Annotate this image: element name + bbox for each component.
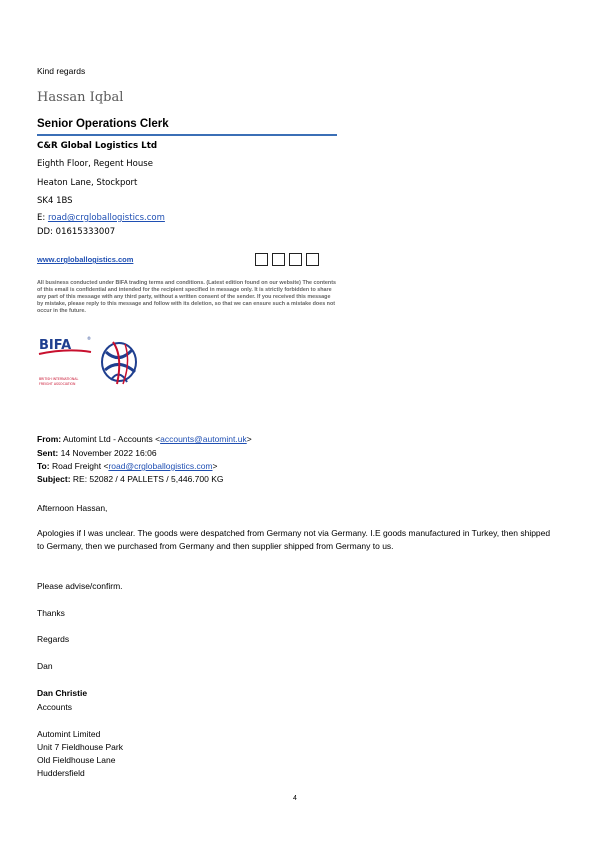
sender-role: Accounts: [37, 702, 72, 712]
social-icons: [255, 253, 319, 266]
to-close: >: [212, 461, 218, 471]
social-icon-placeholder[interactable]: [255, 253, 268, 266]
sender-address-line: Unit 7 Fieldhouse Park: [37, 742, 123, 752]
to-email-link[interactable]: road@crgloballogistics.com: [108, 461, 213, 471]
direct-dial-line: [37, 227, 115, 237]
address-line: SK4 1BS: [37, 196, 73, 206]
signature-name: Hassan Iqbal: [37, 90, 124, 105]
bifa-caption-line: BRITISH INTERNATIONAL: [39, 377, 79, 381]
sent-label: Sent:: [37, 448, 59, 458]
sender-short-name: Dan: [37, 661, 53, 671]
address-line: Eighth Floor, Regent House: [37, 159, 153, 169]
social-icon-placeholder[interactable]: [289, 253, 302, 266]
email-label: E:: [37, 213, 46, 223]
email-link[interactable]: road@crgloballogistics.com: [47, 213, 165, 223]
sender-company: Automint Limited: [37, 729, 101, 739]
address-line: Heaton Lane, Stockport: [37, 178, 138, 188]
to-name: Road Freight <: [51, 461, 109, 471]
header-subject: [37, 474, 223, 484]
from-close: >: [246, 434, 252, 444]
header-sent: [37, 448, 157, 458]
bifa-logo-graphic: [37, 334, 147, 390]
bifa-registered-mark: ®: [87, 336, 91, 341]
body-paragraph: Apologies if I was unclear. The goods were despatched from Germany not via Germany. I.E goods manufactured in Turkey, then shipped to Germany, then we purchased from Germany and then supplier shipped from Germany to us.: [37, 528, 551, 551]
dd-label: DD:: [37, 227, 53, 237]
greeting: Afternoon Hassan,: [37, 503, 108, 513]
regards-line: Regards: [37, 634, 70, 644]
sent-date: 14 November 2022 16:06: [60, 448, 157, 458]
subject-label: Subject:: [37, 474, 71, 484]
subject-text: RE: 52082 / 4 PALLETS / 5,446.700 KG: [72, 474, 224, 484]
company-name: C&R Global Logistics Ltd: [37, 141, 158, 151]
bifa-wordmark: BIFA: [39, 338, 72, 353]
from-email-link[interactable]: accounts@automint.uk: [160, 434, 247, 444]
header-to: [37, 461, 217, 471]
request-line: Please advise/confirm.: [37, 581, 123, 591]
sender-address-line: Old Fieldhouse Lane: [37, 755, 116, 765]
social-icon-placeholder[interactable]: [306, 253, 319, 266]
sender-address-line: Huddersfield: [37, 768, 85, 778]
sender-name: Dan Christie: [37, 688, 88, 698]
email-line: [37, 213, 165, 223]
disclaimer-text: All business conducted under BIFA trading terms and conditions. (Latest edition found on our website) The contents of this email is confidential and intended for the recipient specified in message only. It is strictly forbidden to share any part of this message with any third party, without a written consent of the sender. If you received this message by mistake, please reply to this message and follow with its deletion, so that we can ensure such a mistake does not occur in the future.: [37, 280, 336, 314]
signature-divider: [37, 134, 337, 136]
website-link[interactable]: www.crgloballogistics.com: [37, 255, 134, 264]
thanks-line: Thanks: [37, 608, 65, 618]
dd-number: 01615333007: [55, 227, 116, 237]
page-number: 4: [293, 795, 297, 802]
from-name: Automint Ltd - Accounts <: [63, 434, 161, 444]
bifa-caption-line: FREIGHT ASSOCIATION: [39, 382, 76, 386]
globe-emblem-icon: [102, 342, 136, 384]
header-from: [37, 434, 252, 444]
social-icon-placeholder[interactable]: [272, 253, 285, 266]
from-label: From:: [37, 434, 62, 444]
bifa-logo: [37, 334, 147, 390]
job-title: Senior Operations Clerk: [37, 118, 169, 130]
closing-text: Kind regards: [37, 66, 86, 76]
to-label: To:: [37, 461, 50, 471]
